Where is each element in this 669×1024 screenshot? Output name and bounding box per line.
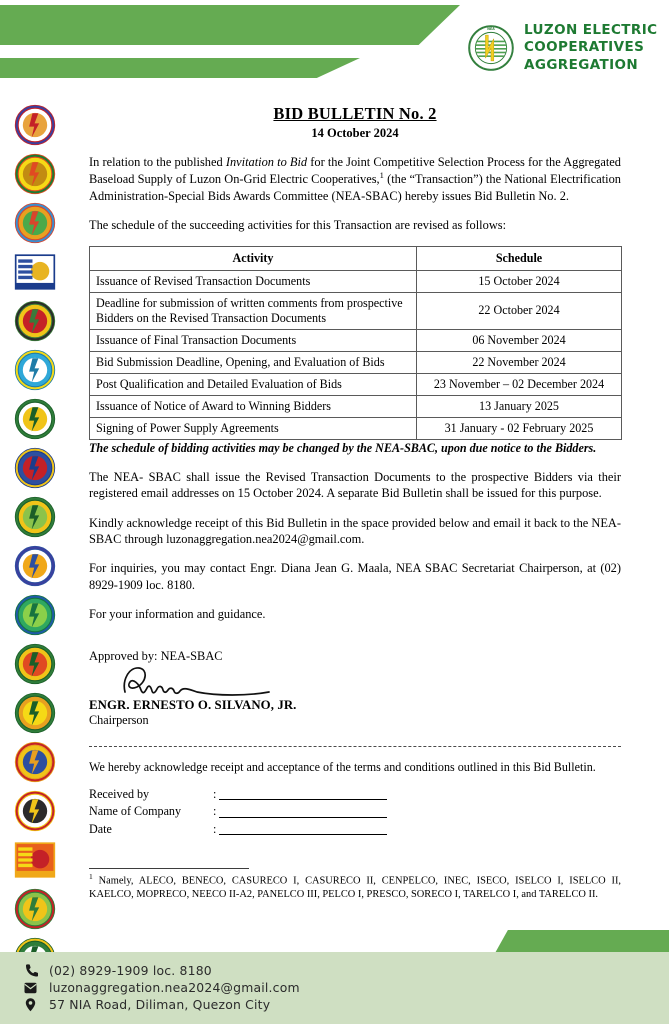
table-row xyxy=(90,351,622,373)
column-header-activity: Activity xyxy=(90,247,417,271)
svg-text:NEA: NEA xyxy=(487,26,495,31)
footnote-block xyxy=(89,868,621,902)
tarelco-i-logo xyxy=(14,888,56,930)
mopreco-logo xyxy=(14,594,56,636)
pelco-i-logo xyxy=(14,741,56,783)
intro-paragraph xyxy=(89,154,621,204)
brand-line-3: AGGREGATION xyxy=(524,56,639,73)
footnote-marker: 1 xyxy=(379,170,384,181)
cenpelco-logo xyxy=(14,300,56,342)
coop-logo-rail xyxy=(12,104,58,979)
table-row xyxy=(90,329,622,351)
signature-block xyxy=(89,649,621,728)
cell-activity: Issuance of Revised Transaction Documents xyxy=(90,271,417,293)
footer-contact-row xyxy=(23,980,300,995)
acknowledgement-field-input[interactable] xyxy=(219,783,387,801)
footnote-rule xyxy=(89,868,249,869)
cell-schedule: 15 October 2024 xyxy=(417,271,622,293)
kaelco-logo xyxy=(14,545,56,587)
cell-schedule: 31 January - 02 February 2025 xyxy=(417,417,622,439)
cell-activity: Deadline for submission of written comments from prospective Bidders on the Revised Transaction Documents xyxy=(90,292,417,329)
table-note: The schedule of bidding activities may be changed by the NEA-SBAC, upon due notice to the Bidders. xyxy=(89,440,597,455)
header-banner xyxy=(0,0,669,96)
cell-schedule: 23 November – 02 December 2024 xyxy=(417,373,622,395)
issuance-paragraph: The NEA- SBAC shall issue the Revised Transaction Documents to the prospective Bidders via their registered email addresses on 15 October 2024. A separate Bid Bulletin shall be issued for this purpose. xyxy=(89,469,621,501)
acknowledgement-field-colon: : xyxy=(213,804,217,819)
acknowledgement-fields xyxy=(89,786,621,839)
iselco-i-logo xyxy=(14,447,56,489)
footnote-body: Namely, ALECO, BENECO, CASURECO I, CASURECO II, CENPELCO, INEC, ISECO, ISELCO I, ISELCO II, KAELCO, MOPRECO, NEECO II-A2, PANELCO III, PELCO I, PRESCO, SORECO I, TARELCO I, and TARELCO II. xyxy=(89,875,621,900)
invitation-to-bid-title: Invitation to Bid xyxy=(225,155,308,169)
cell-activity: Issuance of Final Transaction Documents xyxy=(90,329,417,351)
location-pin-icon xyxy=(23,997,38,1012)
acknowledgement-field-label: Name of Company xyxy=(89,804,182,819)
phone-icon xyxy=(23,963,38,978)
intro-text-part3: (the “Transaction”) the National Electrification Administration-Special Bids Awards Committee (NEA-SBAC) hereby issues Bid Bulletin No. 2. xyxy=(89,172,621,203)
schedule-table xyxy=(89,246,622,440)
footer-contacts xyxy=(23,963,300,1012)
intro-text-part2: for the Joint Competitive Selection Process for the Aggregated Baseload Supply of Luzon On-Grid Electric Cooperatives, xyxy=(89,155,621,187)
table-row xyxy=(90,292,622,329)
nea-seal-icon xyxy=(468,25,514,71)
table-row xyxy=(90,373,622,395)
cell-schedule: 22 October 2024 xyxy=(417,292,622,329)
table-row xyxy=(90,417,622,439)
cell-activity: Signing of Power Supply Agreements xyxy=(90,417,417,439)
aleco-logo xyxy=(14,104,56,146)
table-row xyxy=(90,395,622,417)
acknowledgement-field-colon: : xyxy=(213,786,217,801)
inec-logo xyxy=(14,349,56,391)
footer-contact-row xyxy=(23,997,300,1012)
signer-title: Chairperson xyxy=(89,712,149,727)
acknowledgement-field-input[interactable] xyxy=(219,800,387,818)
acknowledgement-field-row xyxy=(89,821,621,839)
footer-contact-text: 57 NIA Road, Diliman, Quezon City xyxy=(49,997,271,1012)
signature-area xyxy=(89,664,621,698)
closing-paragraph: For your information and guidance. xyxy=(89,607,266,622)
brand-line-1: LUZON ELECTRIC xyxy=(524,22,658,38)
page-footer xyxy=(0,952,669,1024)
inquiries-paragraph: For inquiries, you may contact Engr. Diana Jean G. Maala, NEA SBAC Secretariat Chairperson, at (02) 8929-1909 loc. 8180. xyxy=(89,561,621,592)
acknowledge-paragraph: Kindly acknowledge receipt of this Bid Bulletin in the space provided below and email it back to the NEA-SBAC through luzonaggregation.nea2024@gmail.com. xyxy=(89,515,621,546)
table-row xyxy=(90,271,622,293)
acknowledgement-field-colon: : xyxy=(213,821,217,836)
footnote-number: 1 xyxy=(89,872,93,881)
acknowledgement-divider xyxy=(89,746,621,747)
casureco-i-logo xyxy=(14,202,56,244)
cell-schedule: 06 November 2024 xyxy=(417,329,622,351)
cell-activity: Issuance of Notice of Award to Winning Bidders xyxy=(90,395,417,417)
footnote-text xyxy=(89,872,621,902)
footer-contact-text: (02) 8929-1909 loc. 8180 xyxy=(49,963,212,978)
acknowledgement-field-label: Received by xyxy=(89,786,150,801)
iseco-logo xyxy=(14,398,56,440)
document-date: 14 October 2024 xyxy=(311,126,399,140)
panelco-iii-logo xyxy=(14,692,56,734)
acknowledgement-field-input[interactable] xyxy=(219,818,387,836)
soreco-i-logo xyxy=(14,839,56,881)
envelope-icon xyxy=(23,980,38,995)
acknowledgement-statement: We hereby acknowledge receipt and acceptance of the terms and conditions outlined in this Bid Bulletin. xyxy=(89,759,596,774)
handwritten-signature xyxy=(117,662,307,702)
document-body xyxy=(89,104,621,838)
casureco-ii-logo xyxy=(14,251,56,293)
cell-schedule: 13 January 2025 xyxy=(417,395,622,417)
cell-activity: Post Qualification and Detailed Evaluation of Bids xyxy=(90,373,417,395)
approved-by-label: Approved by: NEA-SBAC xyxy=(89,648,223,663)
acknowledgement-field-label: Date xyxy=(89,821,112,836)
cell-activity: Bid Submission Deadline, Opening, and Evaluation of Bids xyxy=(90,351,417,373)
neeco-ii-a2-logo xyxy=(14,643,56,685)
beneco-logo xyxy=(14,153,56,195)
table-header-row xyxy=(90,247,622,271)
banner-stripe-top xyxy=(0,5,460,45)
intro-text-part1: In relation to the published xyxy=(89,155,226,169)
signer-name: ENGR. ERNESTO O. SILVANO, JR. xyxy=(89,697,297,712)
brand-line-2: COOPERATIVES xyxy=(524,39,645,56)
column-header-schedule: Schedule xyxy=(417,247,622,271)
presco-logo xyxy=(14,790,56,832)
brand-name xyxy=(524,22,657,74)
footer-contact-row xyxy=(23,963,300,978)
brand-lockup xyxy=(468,22,657,74)
footer-contact-text: luzonaggregation.nea2024@gmail.com xyxy=(49,980,300,995)
iselco-ii-logo xyxy=(14,496,56,538)
schedule-lead-paragraph: The schedule of the succeeding activities for this Transaction are revised as follows: xyxy=(89,218,507,233)
cell-schedule: 22 November 2024 xyxy=(417,351,622,373)
banner-stripe-bottom xyxy=(0,58,360,78)
page-title: BID BULLETIN No. 2 xyxy=(273,104,437,123)
